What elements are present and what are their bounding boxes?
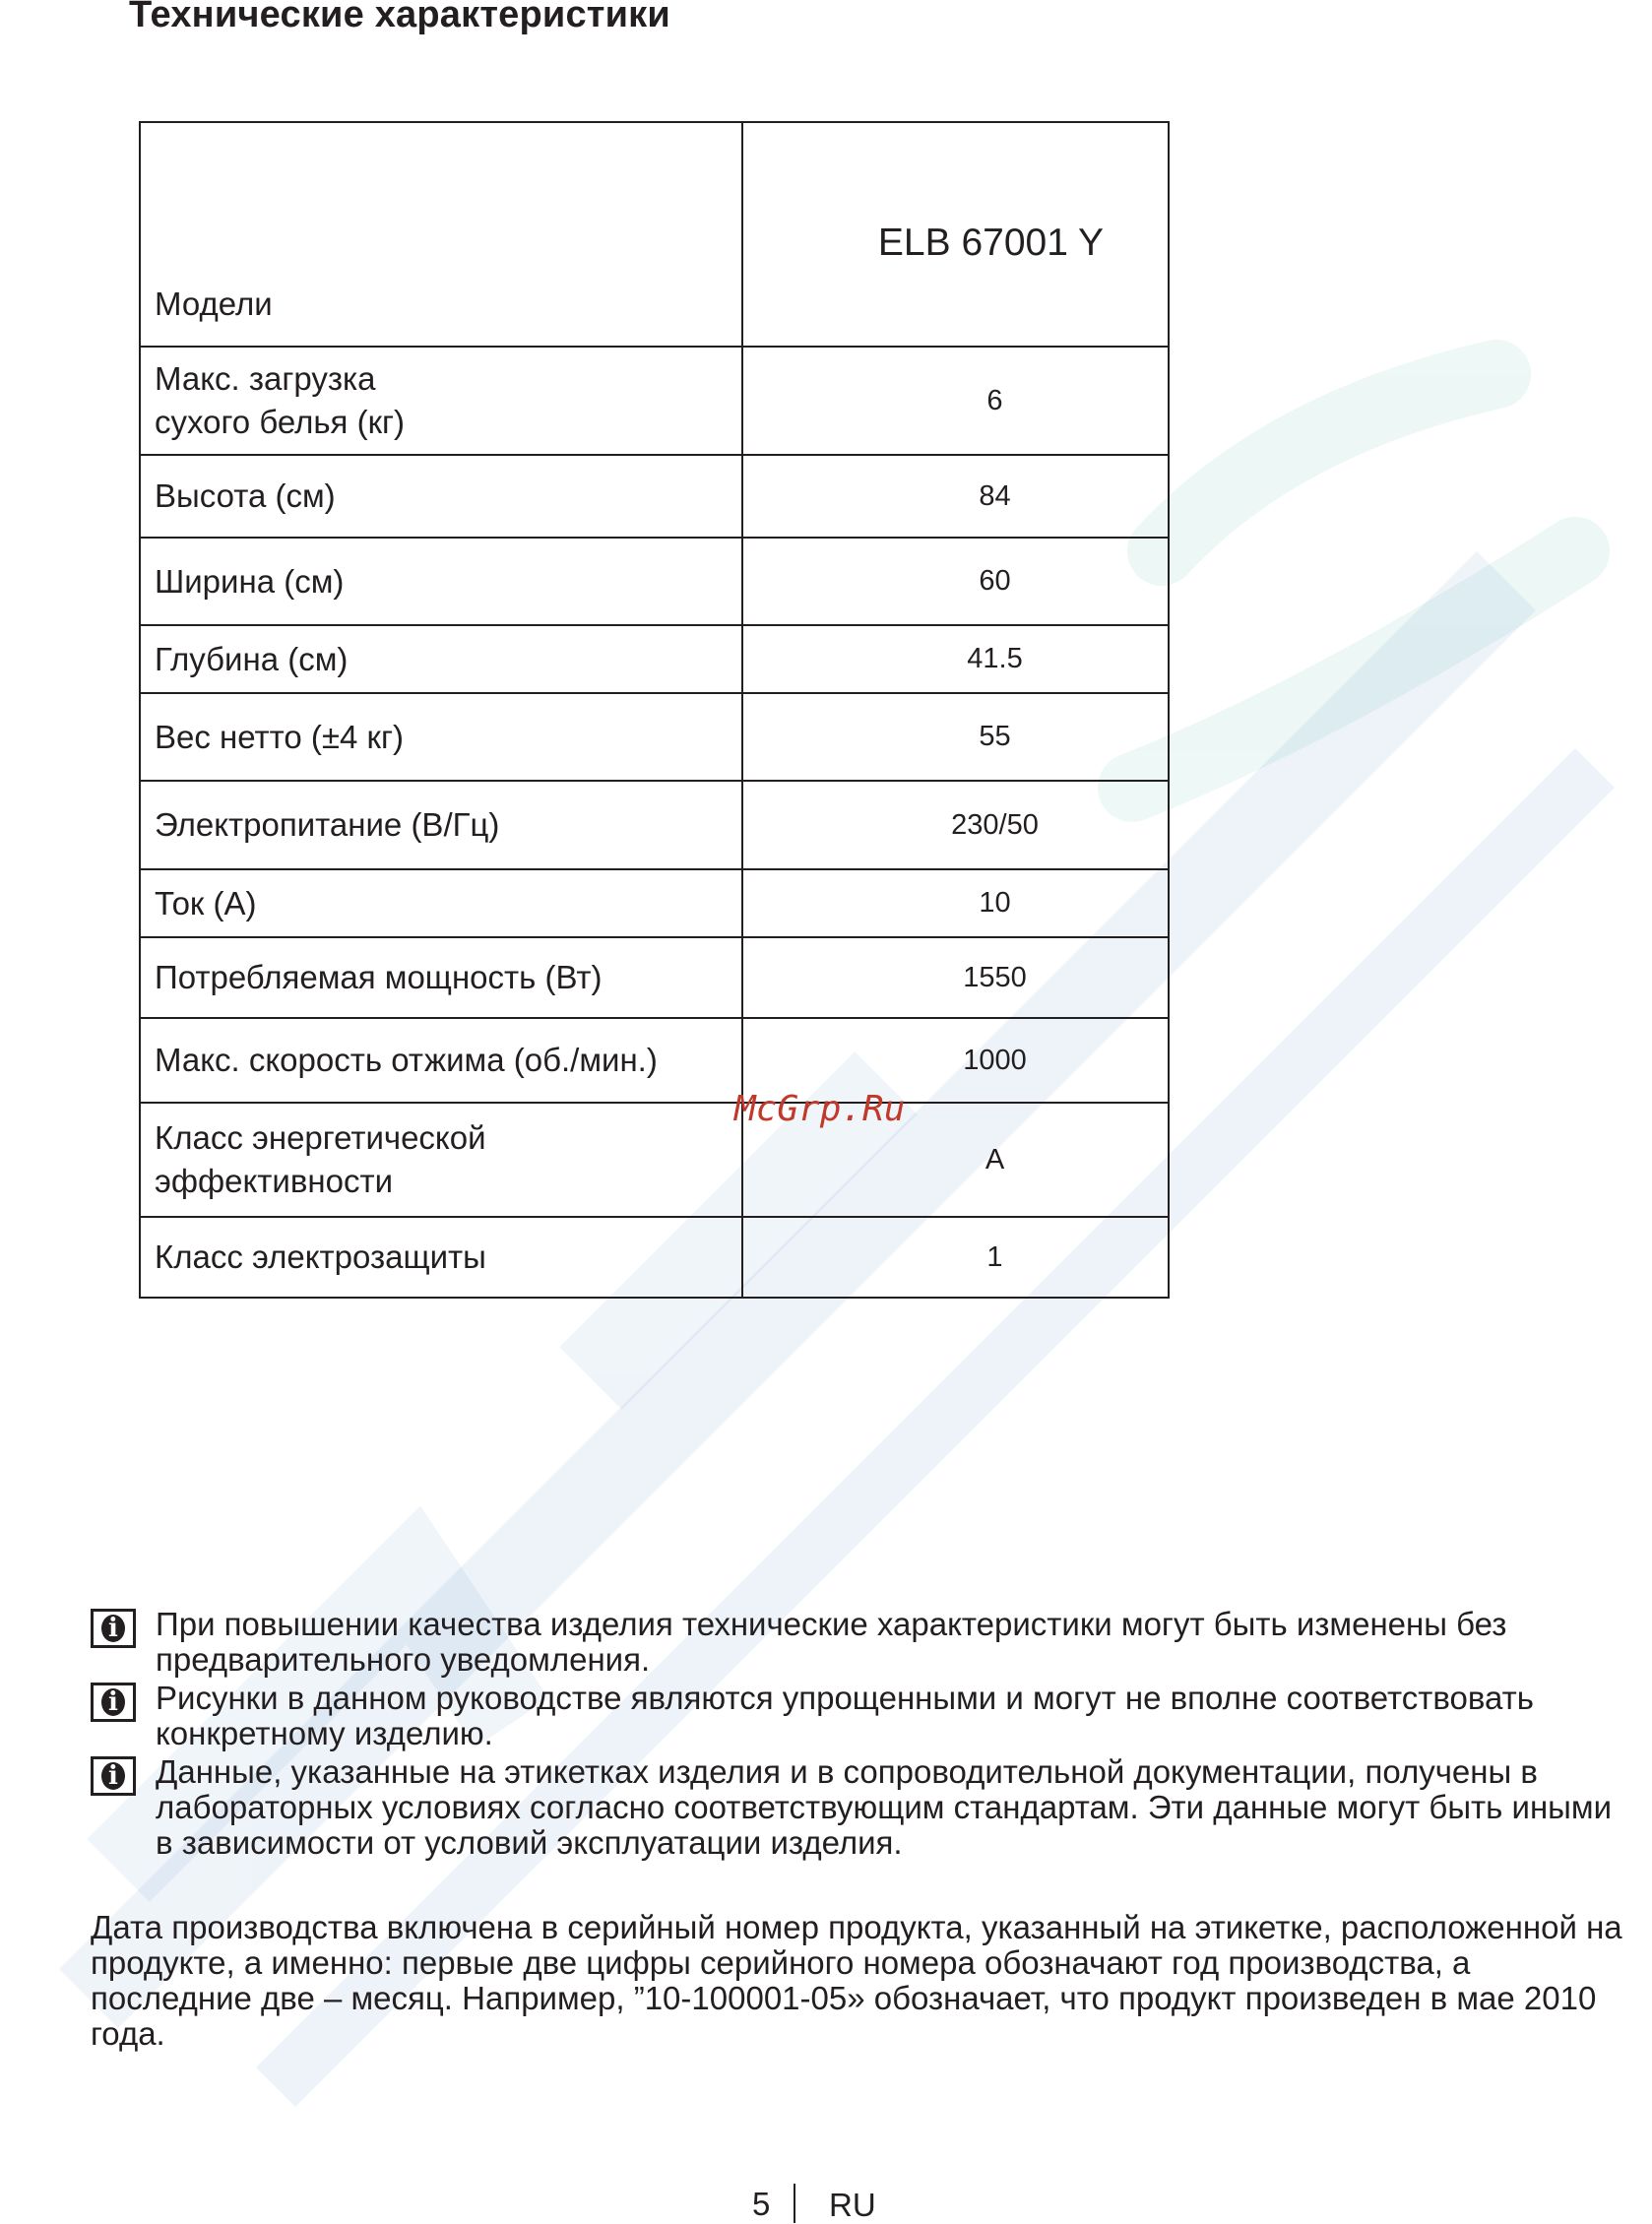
- table-row: [140, 869, 1169, 937]
- note-text: Данные, указанные на этикетках изделия и в сопроводительной документации, получены в лабораторных условиях согласно соответствующим стандартам. Эти данные могут быть иными в зависимости от условий эксплуатации изделия.: [156, 1753, 1613, 1861]
- row-value: 1: [742, 1217, 1169, 1298]
- table-row: [140, 937, 1169, 1018]
- row-value: 1550: [742, 937, 1169, 1018]
- row-value: 60: [742, 538, 1169, 625]
- table-row: [140, 455, 1169, 538]
- row-label: Высота (см): [140, 455, 742, 538]
- row-label: Ток (A): [140, 869, 742, 937]
- row-label: Ширина (см): [140, 538, 742, 625]
- info-icon: i: [91, 1609, 136, 1648]
- table-row: [140, 1018, 1169, 1103]
- row-value: 10: [742, 869, 1169, 937]
- note-text: Рисунки в данном руководстве являются упрощенными и могут не вполне соответствовать конкретному изделию.: [156, 1680, 1534, 1751]
- note-text: При повышении качества изделия технические характеристики могут быть изменены без предварительного уведомления.: [156, 1606, 1507, 1678]
- info-icon: i: [91, 1756, 136, 1796]
- row-label: Электропитание (В/Гц): [140, 781, 742, 869]
- table-header-row: [140, 122, 1169, 347]
- table-row: [140, 625, 1169, 693]
- notes-list: [91, 1607, 1626, 1864]
- list-item: [91, 1754, 1626, 1861]
- row-label: Макс. загрузка сухого белья (кг): [140, 347, 742, 455]
- row-value: 230/50: [742, 781, 1169, 869]
- mcgrp-watermark-text: McGrp.Ru: [734, 1089, 906, 1129]
- row-label: Вес нетто (±4 кг): [140, 693, 742, 781]
- row-value: A: [742, 1103, 1169, 1217]
- row-value: 1000: [742, 1018, 1169, 1103]
- footer-divider: [794, 2184, 795, 2223]
- page-footer: [0, 2184, 1652, 2223]
- specifications-table: [139, 121, 1170, 1299]
- table-row: [140, 693, 1169, 781]
- row-label: Класс электрозащиты: [140, 1217, 742, 1298]
- model-name-cell: ELB 67001 Y: [742, 122, 1169, 347]
- row-label: Класс энергетической эффективности: [140, 1103, 742, 1217]
- page-title: Технические характеристики: [129, 0, 670, 35]
- language-code: RU: [829, 2187, 876, 2223]
- table-row: [140, 347, 1169, 455]
- list-item: [91, 1607, 1626, 1678]
- list-item: [91, 1681, 1626, 1751]
- table-row: [140, 781, 1169, 869]
- row-value: 55: [742, 693, 1169, 781]
- table-row: [140, 538, 1169, 625]
- page-number: 5: [752, 2186, 771, 2222]
- row-label: Макс. скорость отжима (об./мин.): [140, 1018, 742, 1103]
- row-label: Потребляемая мощность (Вт): [140, 937, 742, 1018]
- row-value: 41.5: [742, 625, 1169, 693]
- table-row: [140, 1217, 1169, 1298]
- info-icon: i: [91, 1683, 136, 1722]
- production-date-note: Дата производства включена в серийный номер продукта, указанный на этикетке, расположенной на продукте, а именно: первые две цифры серийного номера обозначают год производства, а последние две – месяц. Например, ”10-100001-05» обозначает, что продукт произведен в мае 2010 года.: [91, 1909, 1622, 2052]
- models-header-cell: Модели: [140, 122, 742, 347]
- row-value: 84: [742, 455, 1169, 538]
- table-row: [140, 1103, 1169, 1217]
- row-label: Глубина (см): [140, 625, 742, 693]
- row-value: 6: [742, 347, 1169, 455]
